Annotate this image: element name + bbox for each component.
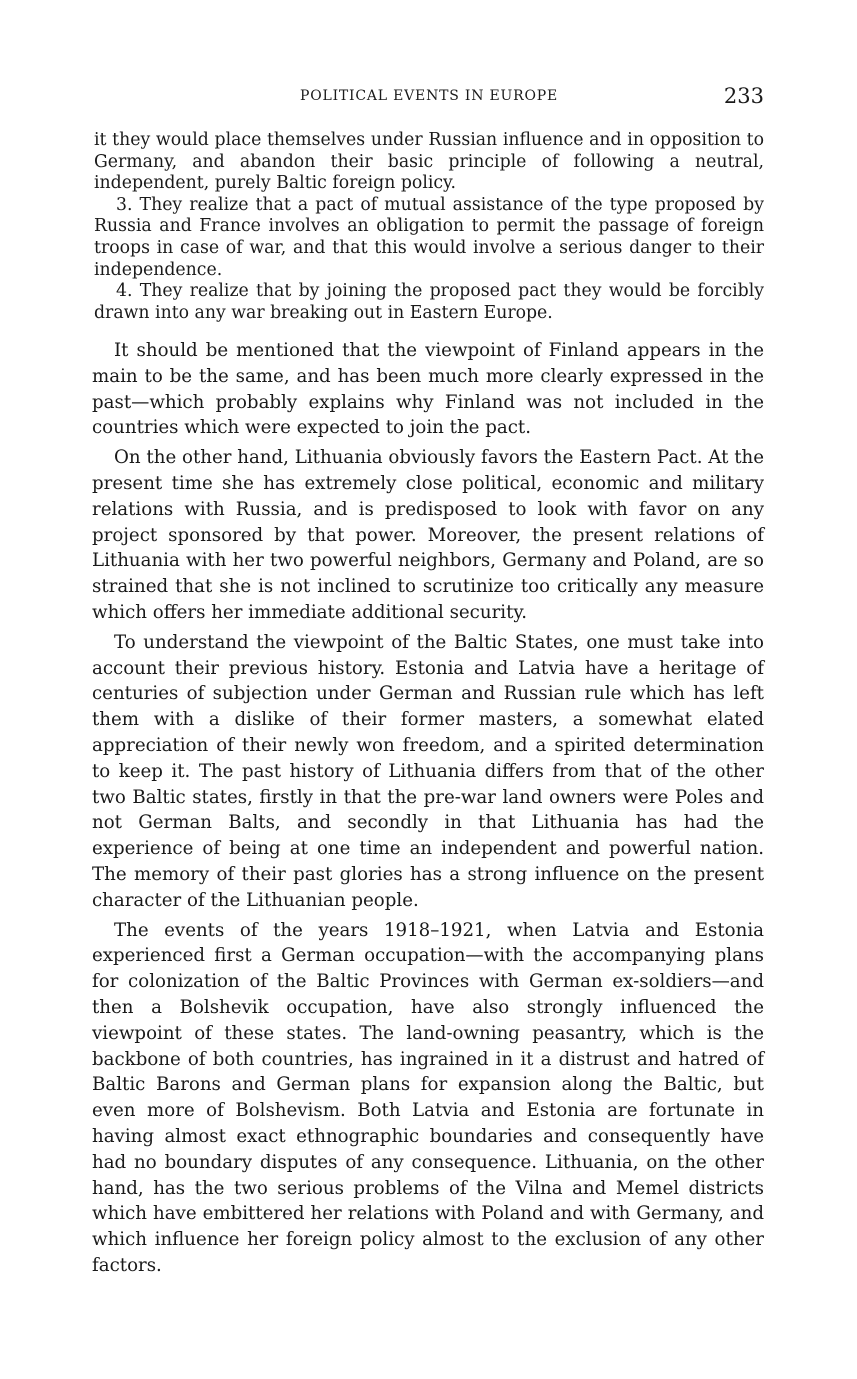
body-text bbox=[92, 338, 764, 1283]
paragraph-finland: It should be mentioned that the viewpoint of Finland appears in the main to be the same, and has been much more clearly expressed in the past—which probably explains why Finland was not included in the countries which were expected to join the pact. bbox=[92, 340, 764, 439]
page-number: 233 bbox=[723, 84, 764, 108]
continued-paragraph: it they would place themselves under Russian influence and in opposition to Germany, and abandon their basic principle of following a neutral, independent, purely Baltic foreign policy. bbox=[94, 130, 764, 194]
paragraph-baltic-history: To understand the viewpoint of the Baltic States, one must take into account their previous history. Estonia and Latvia have a heritage of centuries of subjection under German and Russian rule which has left them with a dislike of their former masters, a somewhat elated appreciation of their newly won freedom, and a spirited determination to keep it. The past history of Lithuania differs from that of the other two Baltic states, firstly in that the pre-war land owners were Poles and not German Balts, and secondly in that Lithuania has had the experience of being at one time an independent and powerful nation. The memory of their past glories has a strong influence on the present character of the Lithuanian people. bbox=[92, 631, 764, 911]
paragraph-events-1918-1921: The events of the years 1918–1921, when Latvia and Estonia experienced first a German occupation—with the accompanying plans for colonization of the Baltic Provinces with German ex-soldiers—and then a Bolshevik occupation, have also strongly influenced the viewpoint of these states. The land-owning peasantry, which is the backbone of both countries, has ingrained in it a distrust and hatred of Baltic Barons and German plans for expansion along the Baltic, but even more of Bolshevism. Both Latvia and Estonia are fortunate in having almost exact ethnographic boundaries and consequently have had no boundary disputes of any consequence. Lithuania, on the other hand, has the two serious problems of the Vilna and Memel districts which have embittered her relations with Poland and with Germany, and which influence her foreign policy almost to the exclusion of any other factors. bbox=[92, 919, 764, 1276]
list-item-4: 4. They realize that by joining the proposed pact they would be forcibly drawn into any war breaking out in Eastern Europe. bbox=[94, 281, 764, 323]
list-item-3: 3. They realize that a pact of mutual assistance of the type proposed by Russia and France involves an obligation to permit the passage of foreign troops in case of war, and that this would involve a serious danger to their independence. bbox=[94, 194, 764, 280]
running-title: POLITICAL EVENTS IN EUROPE bbox=[299, 88, 559, 104]
paragraph-lithuania: On the other hand, Lithuania obviously favors the Eastern Pact. At the present time she has extremely close political, economic and military relations with Russia, and is predisposed to look with favor on any project sponsored by that power. Moreover, the present relations of Lithuania with her two powerful neighbors, Germany and Poland, are so strained that she is not inclined to scrutinize too critically any measure which offers her immediate additional security. bbox=[92, 447, 764, 623]
numbered-list-block bbox=[94, 130, 764, 324]
page-header bbox=[94, 84, 764, 114]
